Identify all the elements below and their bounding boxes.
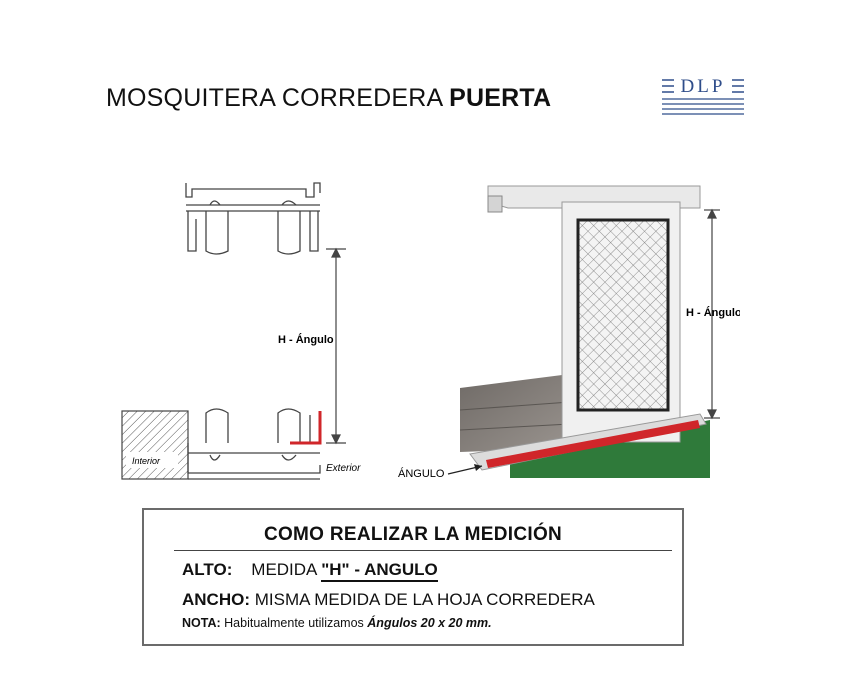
nota-row: [182, 616, 492, 630]
dlp-logo: [660, 74, 746, 118]
alto-h: "H": [321, 560, 350, 579]
page-title: [106, 84, 551, 113]
alto-rest: - ANGULO: [354, 560, 438, 579]
ancho-row: [182, 590, 595, 610]
exterior-label: Exterior: [326, 463, 361, 474]
top-rail-end: [488, 196, 502, 212]
title-bold: PUERTA: [449, 84, 552, 112]
angle-profile-red: [290, 411, 320, 443]
right-height-label: H - Ángulo: [686, 307, 740, 319]
angle-label: ÁNGULO: [398, 468, 445, 480]
left-height-label: H - Ángulo: [278, 334, 334, 346]
ancho-key: ANCHO:: [182, 590, 250, 609]
alto-key: ALTO:: [182, 560, 233, 579]
alto-row: [182, 560, 438, 580]
title-regular: MOSQUITERA CORREDERA: [106, 84, 442, 112]
interior-label: Interior: [132, 456, 161, 466]
door-3d-illustration: [390, 180, 740, 495]
height-dimension: [326, 249, 346, 443]
logo-text: DLP: [680, 76, 726, 97]
measurement-title: COMO REALIZAR LA MEDICIÓN: [263, 524, 563, 545]
alto-prefix: MEDIDA: [251, 560, 317, 579]
nota-text: Habitualmente utilizamos: [224, 616, 364, 630]
nota-emphasis: Ángulos 20 x 20 mm.: [367, 616, 492, 630]
mosquito-mesh: [578, 220, 668, 410]
nota-key: NOTA:: [182, 616, 221, 630]
profile-section-diagram: [110, 175, 380, 490]
top-rail-profile: [186, 183, 320, 254]
wall-hatch: [122, 411, 188, 479]
measurement-instructions: [142, 508, 684, 646]
title-divider: [174, 550, 672, 551]
ancho-value: MISMA MEDIDA DE LA HOJA CORREDERA: [254, 590, 595, 609]
